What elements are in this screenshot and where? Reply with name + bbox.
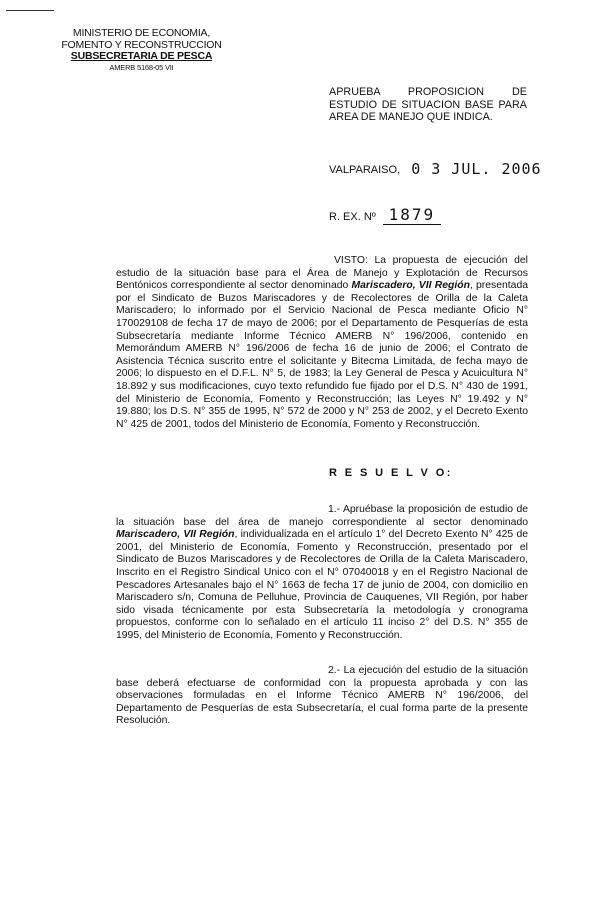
resuelvo-heading: R E S U E L V O:	[329, 467, 453, 479]
item-1-paragraph	[116, 504, 528, 643]
item-2	[116, 665, 528, 728]
visto-lead: VISTO:	[334, 255, 368, 266]
item-1	[116, 504, 528, 643]
subject-line: APRUEBA PROPOSICION DE	[329, 86, 527, 98]
visto-section	[116, 255, 528, 431]
resolution-number-line	[329, 205, 529, 225]
city: VALPARAISO,	[329, 164, 401, 176]
date-stamp: 0 3 JUL. 2006	[411, 160, 542, 178]
resolution-number: 1879	[383, 205, 441, 225]
subsecretaria-name: SUBSECRETARIA DE PESCA	[70, 50, 213, 62]
resolution-label: R. EX. Nº	[329, 211, 376, 223]
ministry-name-line1: MINISTERIO DE ECONOMIA,	[72, 27, 211, 39]
item-2-paragraph: 2.- La ejecución del estudio de la situación base deberá efectuarse de conformidad con la propuesta aprobada y con las observaciones formuladas en el Informe Técnico AMERB N° 196/2006, del Departamento de Pesquerías de esta Subsecretaría, el cual forma parte de la presente Resolución.	[116, 665, 528, 727]
visto-paragraph	[116, 255, 528, 431]
subject-block	[329, 86, 527, 124]
subject-line: AREA DE MANEJO QUE INDICA.	[329, 111, 493, 123]
date-line	[329, 159, 542, 178]
letterhead	[54, 28, 229, 72]
visto-text: La propuesta de ejecución del estudio de la situación base para el Área de Manejo y Explotación de Recursos Bentónicos correspondiente al sector denominado	[116, 255, 528, 292]
place-name: Mariscadero, VII Región	[116, 529, 235, 541]
place-name: Mariscadero, VII Región	[351, 280, 470, 292]
subject-line: ESTUDIO DE SITUACION BASE PARA	[329, 98, 527, 111]
scan-mark	[6, 10, 54, 11]
ministry-name-line2: FOMENTO Y RECONSTRUCCION	[61, 38, 222, 51]
file-reference: AMERB 5168-05 VII	[109, 62, 174, 72]
item-1-lead: 1.- Apruébase la proposición de estudio de la situación base del área de manejo correspondiente al sector denominado	[116, 504, 528, 528]
visto-text-continued: , presentada por el Sindicato de Buzos Mariscadores y de Recolectores de Orilla de la Caleta Mariscadero; lo informado por el Servicio Nacional de Pesca mediante Oficio N° 170029108 de fecha 17 de mayo de 2006; por el Departamento de Pesquerías de esta Subsecretaría mediante Informe Técnico AMERB N° 196/2006, contenido en Memorándum AMERB N° 196/2006 de fecha 16 de junio de 2006; el Contrato de Asistencia Técnica suscrito entre el solicitante y Bitecma Limitada, de fecha mayo de 2006; lo dispuesto en el D.F.L. N° 5, de 1983; la Ley General de Pesca y Acuicultura N° 18.892 y sus modificaciones, cuyo texto refundido fue fijado por el D.S. N° 430 de 1991, del Ministerio de Economía, Fomento y Reconstrucción; las Leyes N° 19.492 y N° 19.880; los D.S. N° 355 de 1995, N° 572 de 2000 y N° 253 de 2002, y el Decreto Exento N° 425 de 2001, todos del Ministerio de Economía, Fomento y Reconstrucción.	[116, 280, 528, 430]
item-1-text: , individualizada en el artículo 1° del Decreto Exento N° 425 de 2001, del Ministerio de Economía, Fomento y Reconstrucción, presentado por el Sindicato de Buzos Mariscadores y de Recolectores de Orilla de la Caleta Mariscadero, Inscrito en el Registro Sindical Unico con el N° 07040018 y en el Registro Nacional de Pescadores Artesanales bajo el N° 1663 de fecha 17 de junio de 2004, con domicilio en Mariscadero s/n, Comuna de Pelluhue, Provincia de Cauquenes, VII Región, por haber sido visada técnicamente por esta Subsecretaría la metodología y cronograma propuestos, conforme con lo señalado en el artículo 11 inciso 2° del D.S. N° 355 de 1995, del Ministerio de Economía, Fomento y Reconstrucción.	[116, 529, 528, 641]
